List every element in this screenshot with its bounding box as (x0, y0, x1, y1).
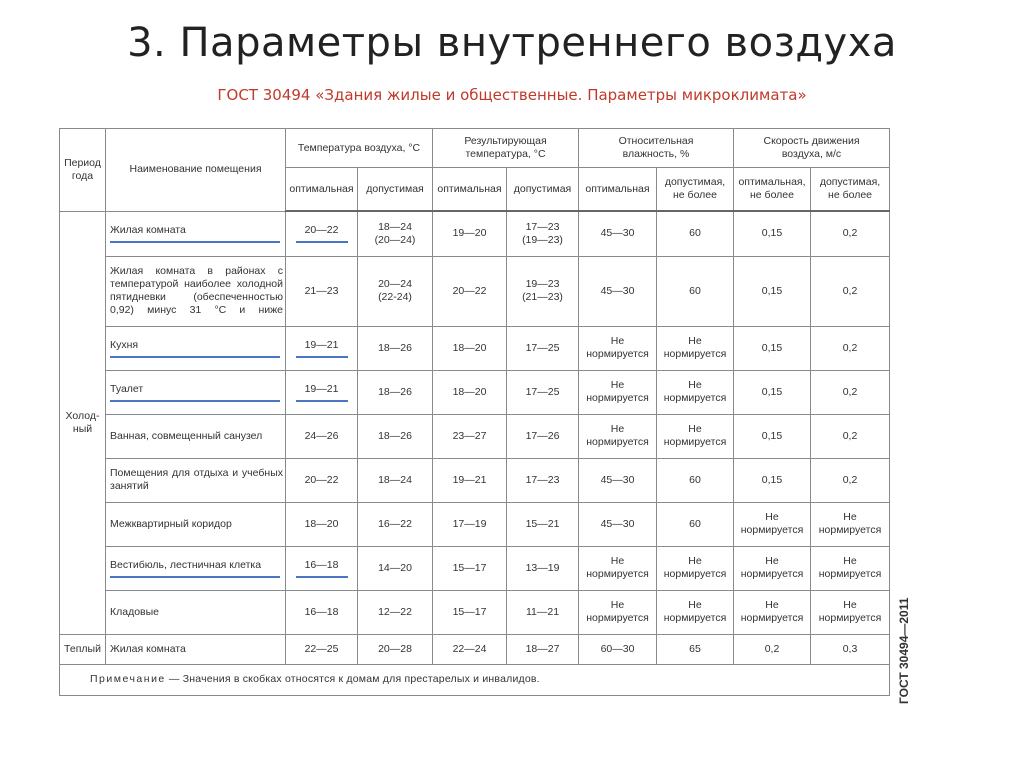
result-temp-allowed: 13—19 (507, 546, 579, 590)
air-temp-optimal: 16—18 (286, 590, 358, 634)
room-name: Жилая комната в районах с температурой наиболее холодной пятидневки (обеспеченностью 0,92) минус 31 °С и ниже (106, 256, 286, 326)
humidity-optimal: 45—30 (579, 211, 657, 256)
microclimate-table (59, 128, 890, 696)
air-temp-allowed: 16—22 (358, 502, 433, 546)
air-temp-allowed: 12—22 (358, 590, 433, 634)
humidity-allowed: Не нормируется (657, 590, 734, 634)
air-temp-allowed: 18—24 (358, 458, 433, 502)
humidity-allowed: Не нормируется (657, 414, 734, 458)
speed-allowed: 0,2 (811, 458, 890, 502)
result-temp-allowed: 17—23 (507, 458, 579, 502)
humidity-optimal: 60—30 (579, 634, 657, 664)
season-warm: Теплый (60, 634, 106, 664)
slide-subtitle: ГОСТ 30494 «Здания жилые и общественные. Параметры микроклимата» (217, 86, 807, 104)
result-temp-optimal: 20—22 (433, 256, 507, 326)
humidity-allowed: 60 (657, 256, 734, 326)
result-temp-allowed: 17—23 (19—23) (507, 211, 579, 256)
room-name: Жилая комната (106, 211, 286, 256)
speed-allowed: 0,2 (811, 211, 890, 256)
speed-optimal: 0,15 (734, 458, 811, 502)
room-name: Межквартирный коридор (106, 502, 286, 546)
air-temp-optimal: 21—23 (286, 256, 358, 326)
humidity-allowed: Не нормируется (657, 546, 734, 590)
header-humidity-optimal: оптимальная (579, 168, 657, 212)
result-temp-allowed: 18—27 (507, 634, 579, 664)
table-row (60, 458, 890, 502)
header-room-name: Наименование помещения (106, 129, 286, 212)
humidity-allowed: 60 (657, 458, 734, 502)
speed-optimal: Не нормируется (734, 590, 811, 634)
speed-allowed: 0,3 (811, 634, 890, 664)
slide-title: 3. Параметры внутреннего воздуха (127, 20, 897, 66)
result-temp-optimal: 23—27 (433, 414, 507, 458)
result-temp-allowed: 19—23 (21—23) (507, 256, 579, 326)
speed-optimal: Не нормируется (734, 502, 811, 546)
result-temp-allowed: 15—21 (507, 502, 579, 546)
air-temp-allowed: 18—26 (358, 370, 433, 414)
note-text: — Значения в скобках относятся к домам для престарелых и инвалидов. (165, 673, 540, 685)
speed-optimal: 0,2 (734, 634, 811, 664)
table-row (60, 414, 890, 458)
humidity-optimal: Не нормируется (579, 590, 657, 634)
header-speed-optimal: оптимальная, не более (734, 168, 811, 212)
gost-side-label: ГОСТ 30494—2011 (897, 597, 911, 704)
result-temp-allowed: 11—21 (507, 590, 579, 634)
air-temp-allowed: 18—26 (358, 326, 433, 370)
speed-allowed: Не нормируется (811, 502, 890, 546)
result-temp-optimal: 17—19 (433, 502, 507, 546)
air-temp-optimal: 20—22 (286, 458, 358, 502)
table-row (60, 590, 890, 634)
speed-allowed: 0,2 (811, 326, 890, 370)
speed-allowed: 0,2 (811, 256, 890, 326)
table-row (60, 370, 890, 414)
room-name: Кладовые (106, 590, 286, 634)
humidity-allowed: 65 (657, 634, 734, 664)
header-humidity-allowed: допустимая, не более (657, 168, 734, 212)
humidity-allowed: 60 (657, 211, 734, 256)
header-period: Период года (60, 129, 106, 212)
header-air-temp: Температура воздуха, °С (286, 129, 433, 168)
room-name: Туалет (106, 370, 286, 414)
air-temp-allowed: 18—24 (20—24) (358, 211, 433, 256)
note-row (60, 664, 890, 695)
humidity-optimal: 45—30 (579, 256, 657, 326)
speed-allowed: Не нормируется (811, 546, 890, 590)
humidity-optimal: Не нормируется (579, 546, 657, 590)
table-row (60, 211, 890, 256)
result-temp-allowed: 17—26 (507, 414, 579, 458)
air-temp-allowed: 20—24 (22-24) (358, 256, 433, 326)
room-name: Вестибюль, лестничная клетка (106, 546, 286, 590)
header-result-temp-optimal: оптимальная (433, 168, 507, 212)
result-temp-allowed: 17—25 (507, 326, 579, 370)
season-cold: Холод- ный (60, 211, 106, 634)
table-row (60, 634, 890, 664)
speed-optimal: 0,15 (734, 370, 811, 414)
humidity-allowed: Не нормируется (657, 326, 734, 370)
air-temp-allowed: 14—20 (358, 546, 433, 590)
header-air-temp-allowed: допустимая (358, 168, 433, 212)
table-row (60, 502, 890, 546)
result-temp-optimal: 15—17 (433, 546, 507, 590)
air-temp-optimal: 20—22 (286, 211, 358, 256)
result-temp-optimal: 22—24 (433, 634, 507, 664)
room-name: Ванная, совмещенный санузел (106, 414, 286, 458)
speed-allowed: 0,2 (811, 414, 890, 458)
table-row (60, 256, 890, 326)
table-row (60, 546, 890, 590)
note-label: Примечание (90, 673, 166, 685)
header-humidity: Относительная влажность, % (579, 129, 734, 168)
speed-optimal: 0,15 (734, 414, 811, 458)
air-temp-optimal: 16—18 (286, 546, 358, 590)
humidity-allowed: Не нормируется (657, 370, 734, 414)
humidity-optimal: 45—30 (579, 458, 657, 502)
result-temp-optimal: 18—20 (433, 326, 507, 370)
header-speed-allowed: допустимая, не более (811, 168, 890, 212)
result-temp-allowed: 17—25 (507, 370, 579, 414)
humidity-optimal: Не нормируется (579, 370, 657, 414)
air-temp-allowed: 20—28 (358, 634, 433, 664)
result-temp-optimal: 15—17 (433, 590, 507, 634)
room-name: Жилая комната (106, 634, 286, 664)
result-temp-optimal: 19—20 (433, 211, 507, 256)
air-temp-optimal: 24—26 (286, 414, 358, 458)
air-temp-optimal: 19—21 (286, 326, 358, 370)
header-air-temp-optimal: оптимальная (286, 168, 358, 212)
humidity-optimal: Не нормируется (579, 414, 657, 458)
header-air-speed: Скорость движения воздуха, м/с (734, 129, 890, 168)
result-temp-optimal: 18—20 (433, 370, 507, 414)
room-name: Помещения для отдыха и учебных занятий (106, 458, 286, 502)
air-temp-allowed: 18—26 (358, 414, 433, 458)
speed-optimal: 0,15 (734, 256, 811, 326)
room-name: Кухня (106, 326, 286, 370)
header-row-1 (60, 129, 890, 168)
speed-allowed: Не нормируется (811, 590, 890, 634)
air-temp-optimal: 19—21 (286, 370, 358, 414)
humidity-optimal: 45—30 (579, 502, 657, 546)
result-temp-optimal: 19—21 (433, 458, 507, 502)
air-temp-optimal: 18—20 (286, 502, 358, 546)
table-note (60, 664, 890, 695)
speed-optimal: Не нормируется (734, 546, 811, 590)
humidity-optimal: Не нормируется (579, 326, 657, 370)
air-temp-optimal: 22—25 (286, 634, 358, 664)
humidity-allowed: 60 (657, 502, 734, 546)
header-result-temp-allowed: допустимая (507, 168, 579, 212)
header-result-temp: Результирующая температура, °С (433, 129, 579, 168)
speed-optimal: 0,15 (734, 326, 811, 370)
table-row (60, 326, 890, 370)
speed-allowed: 0,2 (811, 370, 890, 414)
speed-optimal: 0,15 (734, 211, 811, 256)
